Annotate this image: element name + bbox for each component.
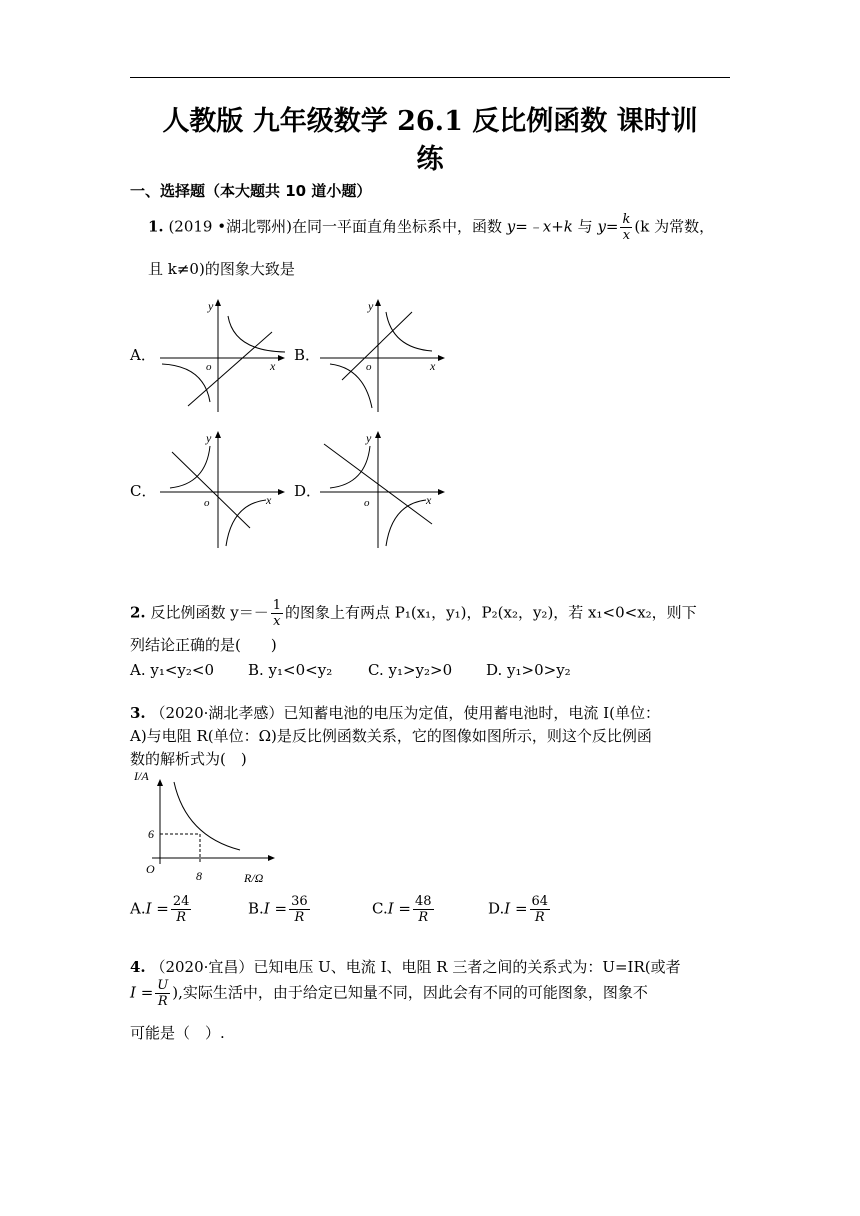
- option-label: B.: [248, 899, 264, 918]
- graph-b: [320, 296, 450, 416]
- option-lhs: I =: [263, 899, 288, 918]
- question-number: 2.: [130, 603, 146, 622]
- y-axis-label: y: [206, 431, 212, 445]
- frac-num: k: [622, 212, 631, 227]
- option-d-label: D．: [294, 482, 322, 500]
- option-a-label: A．: [130, 346, 156, 364]
- option-fraction: [413, 894, 434, 925]
- page-title: 人教版 九年级数学 26.1 反比例函数 课时训: [162, 106, 698, 137]
- question-2-line1: [130, 598, 697, 629]
- q1-fn1: y=﹣x+k: [506, 217, 573, 236]
- option-b-label: B．: [294, 346, 321, 364]
- origin-label: o: [366, 361, 372, 373]
- option-label: A.: [130, 899, 146, 918]
- q4-post: ),实际生活中，由于给定已知量不同，因此会有不同的可能图象，图象不: [172, 983, 648, 1002]
- q2-text: 反比例函数 y＝－: [150, 603, 269, 622]
- graph-c: [160, 428, 290, 550]
- q4-fraction: [155, 978, 170, 1009]
- option-c-label: C．: [130, 482, 157, 500]
- frac-den: R: [418, 910, 429, 925]
- frac-num: U: [157, 978, 169, 993]
- frac-num: 1: [272, 598, 281, 613]
- option-fraction: [289, 894, 310, 925]
- q3-ytick: 6: [148, 827, 154, 841]
- frac-den: R: [534, 910, 545, 925]
- frac-num: 64: [531, 894, 549, 909]
- x-axis-label: x: [270, 359, 276, 373]
- y-axis-label: y: [368, 299, 374, 313]
- option-fraction: [171, 894, 192, 925]
- frac-den: x: [273, 614, 281, 629]
- question-4-line3: 可能是（ ）.: [130, 1024, 225, 1042]
- q2-option-a: A. y₁<y₂<0: [130, 661, 215, 679]
- q3-origin: O: [146, 862, 155, 876]
- graph-d: [320, 428, 450, 550]
- question-3-line1: [130, 702, 660, 724]
- q1-fn2: y=: [597, 217, 619, 236]
- q1-fraction: [620, 212, 632, 243]
- frac-num: 36: [291, 894, 308, 909]
- option-label: D.: [488, 899, 505, 918]
- question-1-line2: 且 k≠0)的图象大致是: [148, 260, 295, 278]
- q3-text: （2020·湖北孝感）已知蓄电池的电压为定值，使用蓄电池时，电流 I(单位：: [150, 704, 660, 722]
- option-lhs: I =: [145, 899, 169, 918]
- q3-ylabel: I/A: [134, 770, 149, 783]
- frac-den: x: [622, 228, 631, 243]
- frac-num: 48: [414, 894, 432, 909]
- y-axis-label: y: [208, 299, 214, 313]
- question-3-line3: 数的解析式为( ): [130, 750, 247, 768]
- q3-option-c: [372, 894, 436, 925]
- q2-post: 的图象上有两点 P₁(x₁，y₁)，P₂(x₂，y₂)，若 x₁<0<x₂，则下: [284, 603, 697, 622]
- question-1-line1: [148, 212, 714, 243]
- top-rule: [130, 77, 730, 78]
- q4-text: （2020·宜昌）已知电压 U、电流 I、电阻 R 三者之间的关系式为：U=IR(或者: [150, 958, 681, 976]
- q4-lhs: I =: [130, 983, 154, 1002]
- q2-fraction: [271, 598, 283, 629]
- q3-xlabel: R/Ω: [244, 871, 264, 885]
- graph-a: [160, 296, 290, 416]
- q3-option-b: [248, 894, 312, 925]
- frac-den: R: [294, 910, 305, 925]
- frac-den: R: [157, 994, 168, 1009]
- x-axis-label: x: [426, 493, 432, 507]
- q1-post: (k 为常数，: [634, 217, 715, 236]
- section-heading: 一、选择题（本大题共 10 道小题）: [130, 182, 372, 200]
- question-number: 4.: [130, 958, 146, 976]
- q1-text: (2019 •湖北鄂州)在同一平面直角坐标系中，函数: [168, 217, 507, 236]
- q2-option-c: C. y₁>y₂>0: [368, 661, 453, 679]
- option-fraction: [530, 894, 551, 925]
- question-2-line2: 列结论正确的是( ): [130, 636, 277, 654]
- option-label: C.: [372, 899, 388, 918]
- x-axis-label: x: [430, 359, 436, 373]
- option-lhs: I =: [387, 899, 411, 918]
- question-3-line2: A)与电阻 R(单位：Ω)是反比例函数关系，它的图像如图所示，则这个反比例函: [130, 727, 652, 745]
- option-lhs: I =: [504, 899, 528, 918]
- frac-num: 24: [172, 894, 190, 909]
- x-axis-label: x: [266, 493, 272, 507]
- q3-graph: [130, 770, 280, 888]
- q2-option-b: B. y₁<0<y₂: [248, 661, 333, 679]
- page-title-cont: 练: [416, 144, 444, 175]
- q2-option-d: D. y₁>0>y₂: [486, 661, 571, 679]
- origin-label: o: [364, 497, 370, 509]
- q3-option-d: [488, 894, 552, 925]
- q1-mid: 与: [572, 217, 598, 236]
- question-4-line1: [130, 956, 681, 978]
- question-4-line2: [130, 978, 648, 1009]
- origin-label: o: [204, 497, 210, 509]
- origin-label: o: [206, 361, 212, 373]
- question-number: 3.: [130, 704, 146, 722]
- q3-option-a: [130, 894, 193, 925]
- q3-xtick: 8: [196, 869, 202, 883]
- y-axis-label: y: [366, 431, 372, 445]
- frac-den: R: [176, 910, 187, 925]
- question-number: 1.: [148, 217, 164, 236]
